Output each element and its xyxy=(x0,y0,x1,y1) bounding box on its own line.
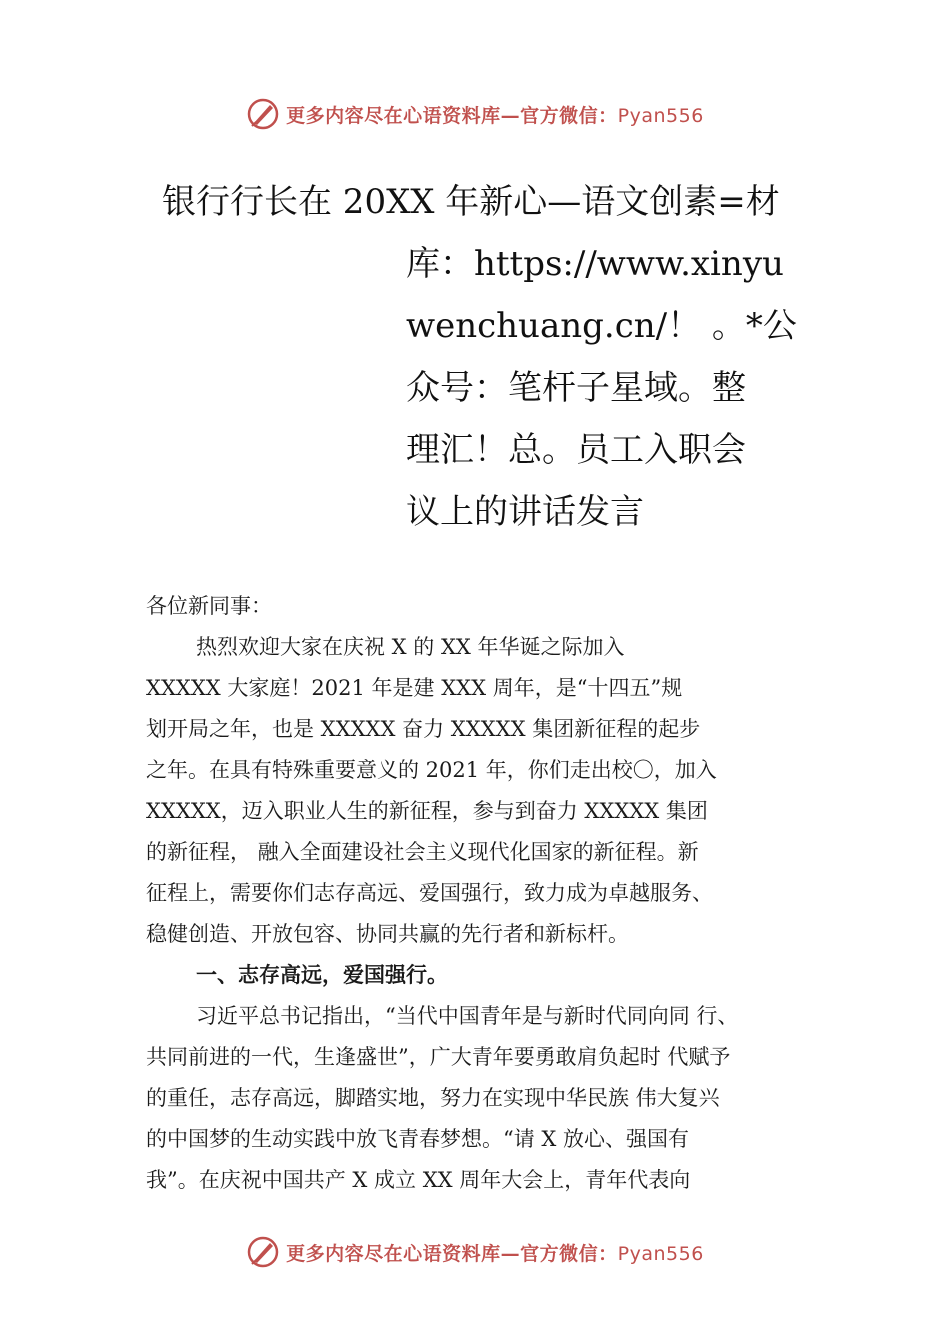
paragraph-line: 的新征程， 融入全面建设社会主义现代化国家的新征程。新 xyxy=(146,840,699,864)
title-line: wenchuang.cn/！ 。*公 xyxy=(406,306,797,346)
paragraph-line: 征程上，需要你们志存高远、爱国强行，致力成为卓越服务、 xyxy=(146,881,713,905)
quill-logo-icon xyxy=(246,1235,280,1269)
paragraph-line: 热烈欢迎大家在庆祝 X 的 XX 年华诞之际加入 xyxy=(196,635,625,659)
section-heading: 一、志存高远，爱国强行。 xyxy=(196,963,448,987)
title-line: 议上的讲话发言 xyxy=(406,492,644,532)
quill-logo-icon xyxy=(246,97,280,131)
footer-banner xyxy=(0,1232,950,1272)
paragraph-line: 我”。在庆祝中国共产 X 成立 XX 周年大会上，青年代表向 xyxy=(146,1168,691,1192)
paragraph-line: XXXXX，迈入职业人生的新征程，参与到奋力 XXXXX 集团 xyxy=(146,799,708,823)
title-line: 理汇！总。员工入职会 xyxy=(406,430,746,470)
paragraph-line: XXXXX 大家庭！2021 年是建 XXX 周年，是“十四五”规 xyxy=(146,676,683,700)
banner-account: Pyan556 xyxy=(617,104,704,127)
banner-text xyxy=(286,1239,704,1266)
paragraph-line: 稳健创造、开放包容、协同共赢的先行者和新标杆。 xyxy=(146,922,629,946)
title-line: 库：https://www.xinyu xyxy=(406,244,784,284)
paragraph-line: 划开局之年，也是 XXXXX 奋力 XXXXX 集团新征程的起步 xyxy=(146,717,701,741)
paragraph-line: 共同前进的一代，生逢盛世”，广大青年要勇敢肩负起时 代赋予 xyxy=(146,1045,731,1069)
paragraph-line: 的重任，志存高远，脚踏实地，努力在实现中华民族 伟大复兴 xyxy=(146,1086,720,1110)
salutation: 各位新同事： xyxy=(146,594,272,618)
paragraph-line: 的中国梦的生动实践中放飞青春梦想。“请 X 放心、强国有 xyxy=(146,1127,690,1151)
title-line: 银行行长在 20XX 年新心—语文创素=材 xyxy=(162,182,780,222)
banner-text xyxy=(286,101,704,128)
banner-label: 更多内容尽在心语资料库—官方微信： xyxy=(286,1242,618,1265)
banner-account: Pyan556 xyxy=(617,1242,704,1265)
banner-label: 更多内容尽在心语资料库—官方微信： xyxy=(286,104,618,127)
paragraph-line: 习近平总书记指出，“当代中国青年是与新时代同向同 行、 xyxy=(196,1004,739,1028)
header-banner xyxy=(0,94,950,134)
paragraph-line: 之年。在具有特殊重要意义的 2021 年，你们走出校〇，加入 xyxy=(146,758,717,782)
title-line: 众号：笔杆子星域。整 xyxy=(406,368,746,408)
